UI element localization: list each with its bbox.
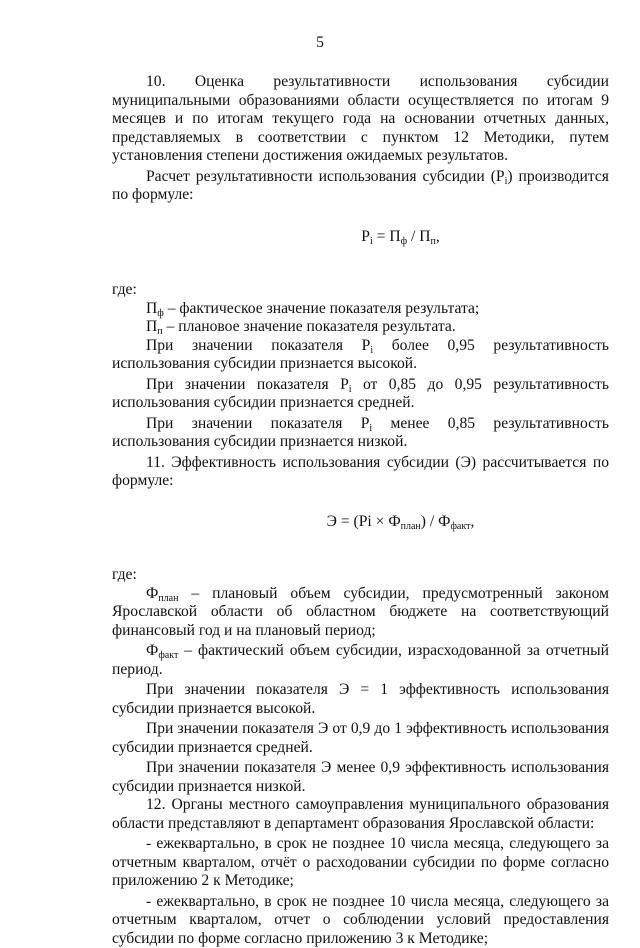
efficiency-high: При значении показателя Э = 1 эффективность использования субсидии признается высокой.: [112, 681, 609, 718]
definition-pf: $П_ф$ – фактическое значение показателя результата;: [112, 300, 609, 319]
document-body: [112, 73, 609, 948]
report-bullet-2: - ежеквартально, в срок не позднее 10 числа месяца, следующего за отчетным кварталом, отчет о соблюдении условий предоставления субсидии по форме согласно приложению 3 к Методике;: [112, 893, 609, 948]
page-number: 5: [0, 34, 640, 53]
where-label-1: где:: [112, 281, 609, 300]
result-low: При значении показателя $P_i$ менее 0,85 результативность использования субсидии признается низкой.: [112, 415, 609, 452]
calc-intro: Расчет результативности использования субсидии $(P_i)$ производится по формуле:: [112, 168, 609, 205]
where-label-2: где:: [112, 566, 609, 585]
paragraph-11: 11. Эффективность использования субсидии (Э) рассчитывается по формуле:: [112, 454, 609, 491]
result-high: При значении показателя $P_i$ более 0,95 результативность использования субсидии признается высокой.: [112, 337, 609, 374]
definition-fplan: $Ф_{план}$ – плановый объем субсидии, предусмотренный законом Ярославской области об областном бюджете на соответствующий финансовый год и на плановый период;: [112, 585, 609, 641]
definition-pp: $П_п$ – плановое значение показателя результата.: [112, 318, 609, 337]
formula-result: $P_i = П_ф / П_п$,: [112, 228, 609, 247]
report-bullet-1: - ежеквартально, в срок не позднее 10 числа месяца, следующего за отчетным кварталом, отчёт о расходовании субсидии по форме согласно приложению 2 к Методике;: [112, 835, 609, 891]
efficiency-low: При значении показателя Э менее 0,9 эффективность использования субсидии признается низкой.: [112, 759, 609, 796]
definition-ffact: $Ф_{факт}$ – фактический объем субсидии, израсходованной за отчетный период.: [112, 642, 609, 679]
paragraph-10: 10. Оценка результативности использования субсидии муниципальными образованиями области осуществляется по итогам 9 месяцев и по итогам текущего года на основании отчетных данных, представляемых в соответствии с пунктом 12 Методики, путем установления степени достижения ожидаемых результатов.: [112, 73, 609, 166]
result-medium: При значении показателя $P_i$ от 0,85 до 0,95 результативность использования субсидии признается средней.: [112, 376, 609, 413]
paragraph-12: 12. Органы местного самоуправления муниципального образования области представляют в департамент образования Ярославской области:: [112, 796, 609, 833]
efficiency-medium: При значении показателя Э от 0,9 до 1 эффективность использования субсидии признается средней.: [112, 720, 609, 757]
formula-efficiency: $Э = (Pi \times Ф_{план}) / Ф_{факт}$,: [112, 513, 609, 532]
